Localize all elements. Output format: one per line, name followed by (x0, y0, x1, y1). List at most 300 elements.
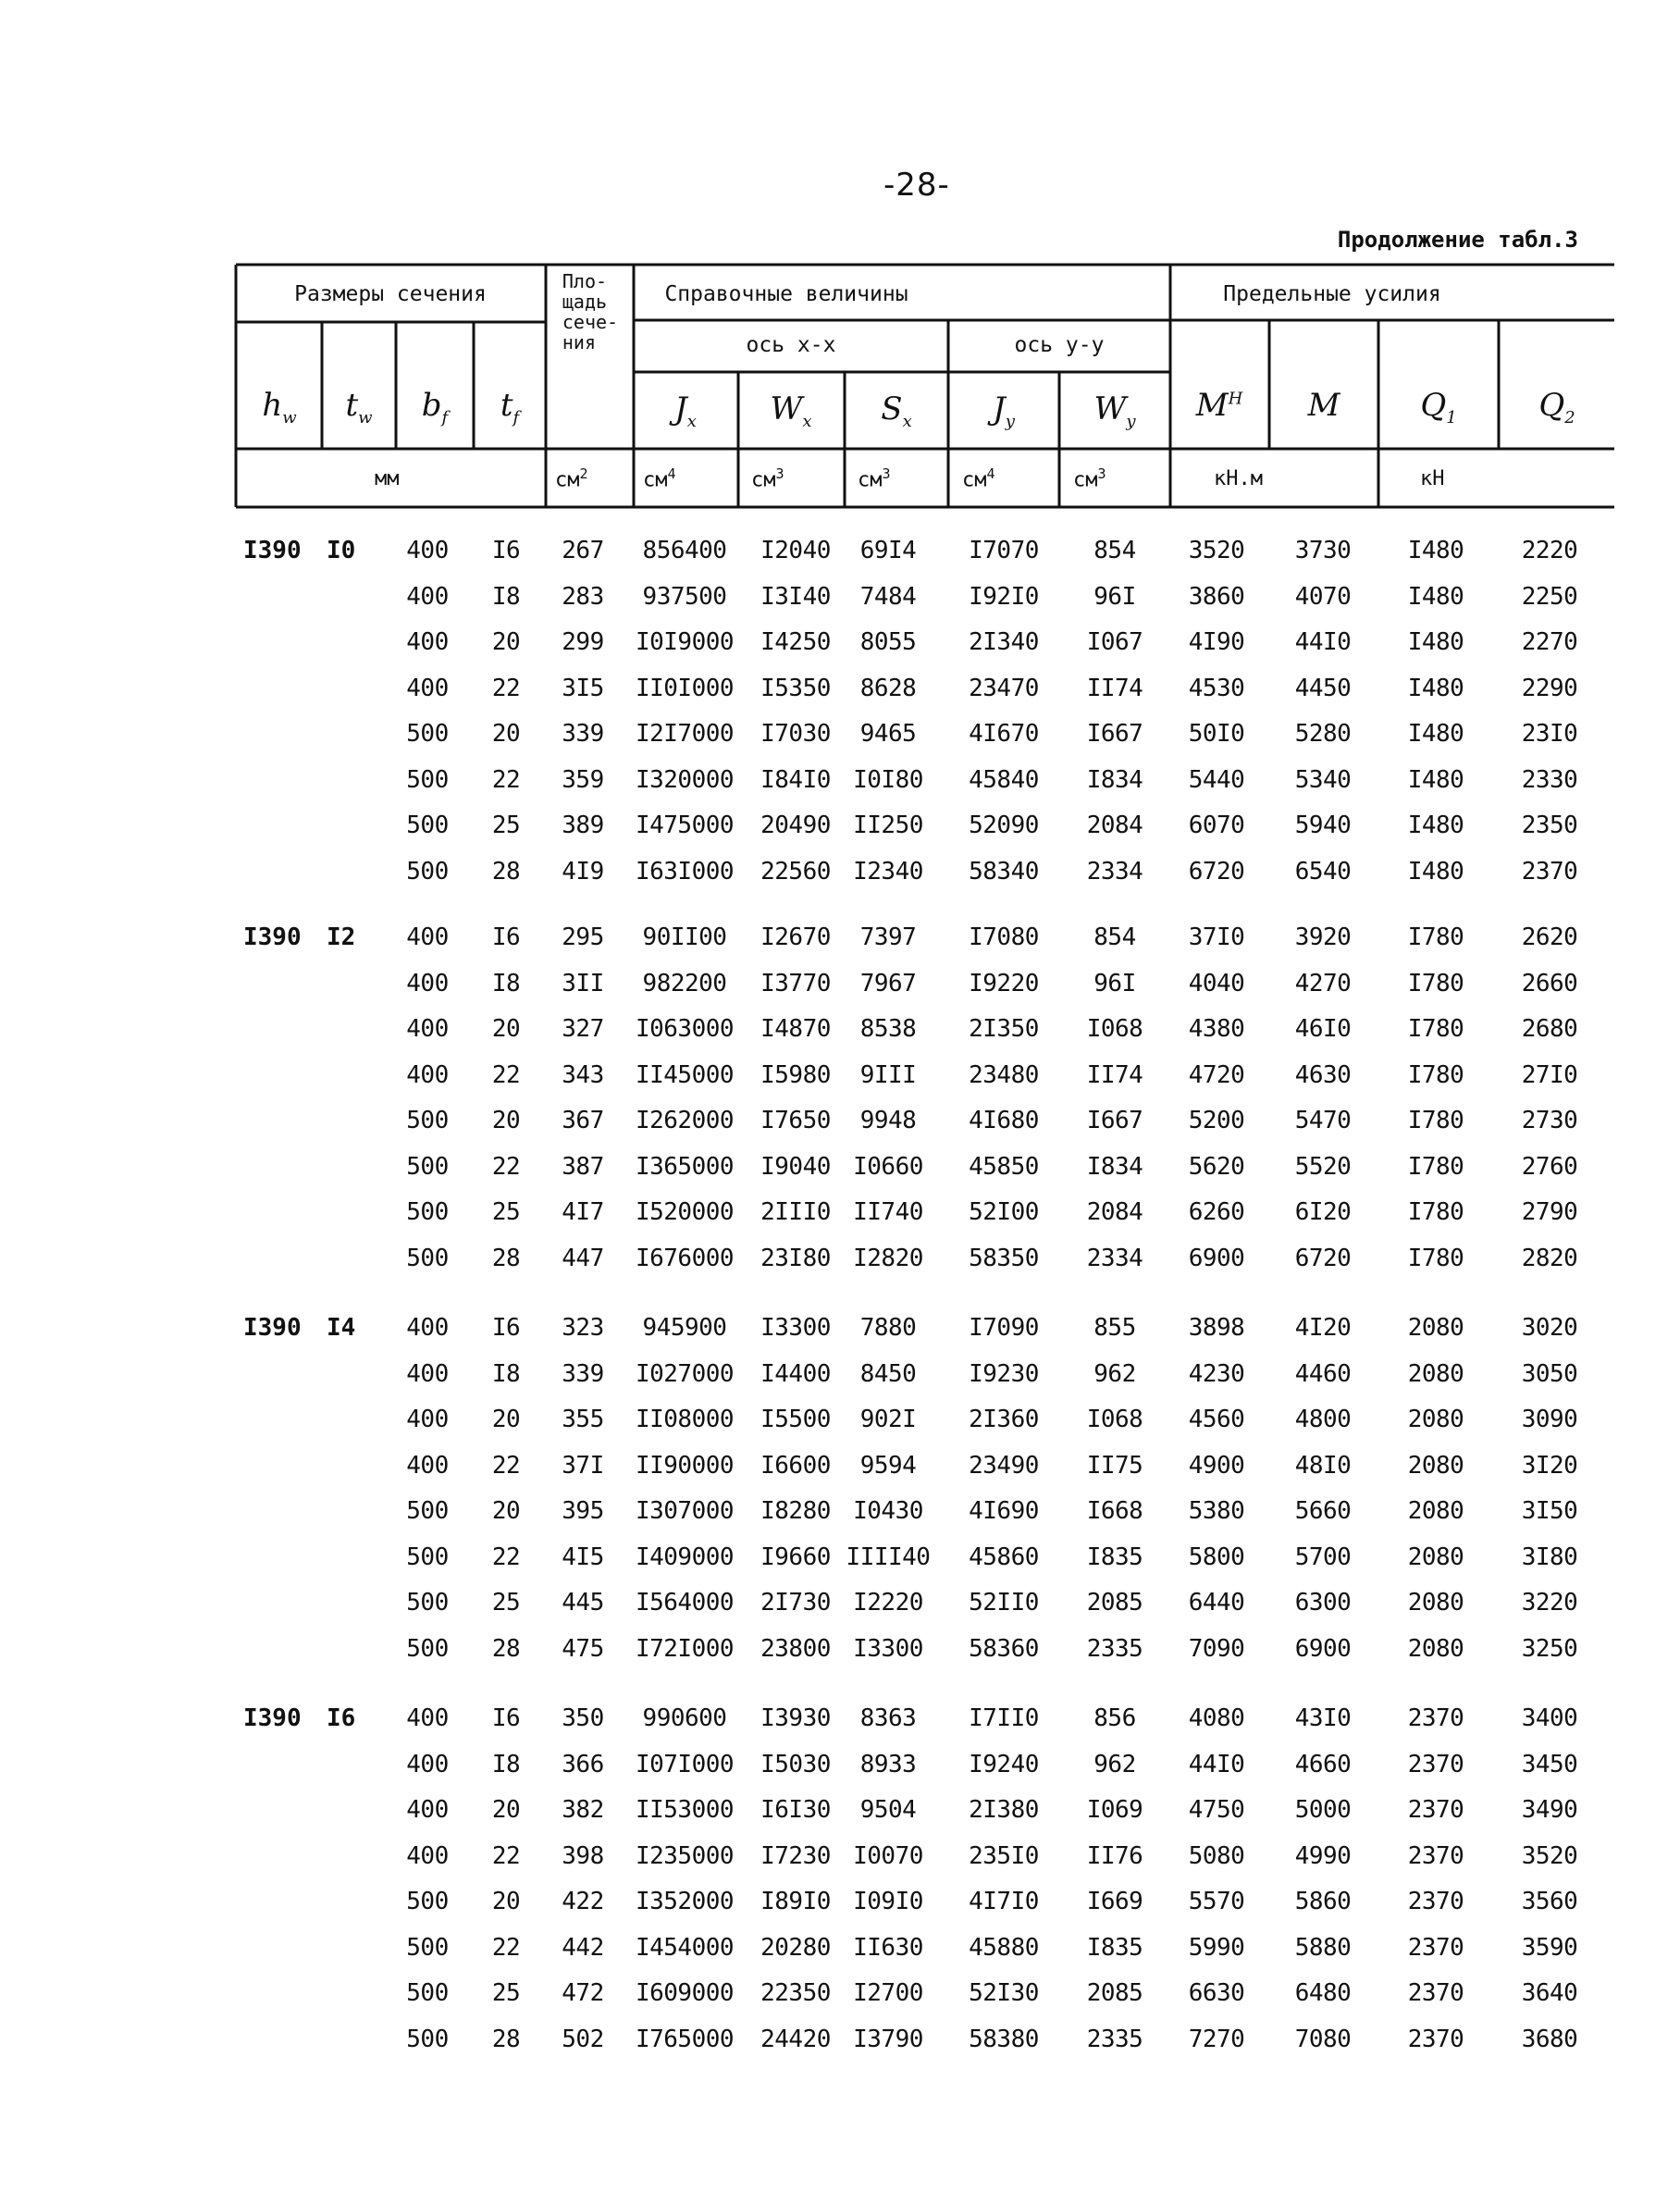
table-cell: I5500 (760, 1406, 831, 1433)
table-cell: 9948 (859, 1107, 917, 1134)
table-cell: I3770 (760, 969, 831, 997)
table-cell: I0070 (853, 1841, 923, 1870)
table-cell: 398 (562, 1841, 604, 1870)
table-cell: 5620 (1188, 1152, 1245, 1181)
table-cell: 28 (491, 2025, 521, 2053)
table-cell: 5860 (1294, 1888, 1352, 1915)
table-cell: 2084 (1086, 812, 1143, 839)
table-cell: 235I0 (969, 1841, 1039, 1870)
table-cell: I780 (1407, 923, 1464, 951)
symbol-q1: $Q_1$ (1420, 387, 1457, 427)
unit-sx: $см^3$ (858, 465, 891, 492)
symbol-jy: $J_y$ (993, 390, 1015, 431)
table-cell: 50I0 (1188, 720, 1245, 748)
table-cell: I9660 (760, 1543, 831, 1571)
table-cell: 22560 (760, 857, 831, 886)
table-cell: 6630 (1188, 1979, 1245, 2007)
table-cell: I068 (1086, 1015, 1143, 1043)
table-cell: II740 (853, 1198, 923, 1226)
table-cell: 500 (406, 812, 449, 839)
table-cell: 2370 (1407, 2025, 1464, 2053)
table-cell: 90II00 (642, 923, 727, 951)
table-cell: 4990 (1294, 1841, 1352, 1870)
table-cell: 4I690 (969, 1497, 1039, 1525)
table-cell: I3930 (760, 1704, 831, 1732)
table-cell: I89I0 (760, 1888, 831, 1915)
table-cell: 22350 (760, 1979, 831, 2007)
table-cell: II08000 (635, 1406, 735, 1433)
table-cell: I480 (1407, 537, 1464, 564)
table-cell: 7880 (859, 1314, 917, 1342)
table-cell: 5520 (1294, 1152, 1352, 1181)
unit-wy: $см^3$ (1073, 465, 1106, 492)
table-cell: I262000 (635, 1107, 735, 1134)
table-cell: 3860 (1188, 582, 1245, 611)
table-cell: 2I350 (969, 1015, 1039, 1043)
table-cell: 350 (562, 1704, 604, 1732)
table-cell: 5470 (1294, 1107, 1352, 1134)
table-cell: 502 (562, 2025, 604, 2053)
page-number: -28- (883, 167, 950, 204)
table-cell: 2080 (1407, 1634, 1464, 1663)
table-cell: 52I30 (969, 1979, 1039, 2007)
table-cell: 367 (562, 1107, 604, 1134)
table-cell: I6 (491, 923, 521, 951)
axis-x-header: ось x-x (746, 333, 836, 357)
table-cell: 7080 (1294, 2025, 1352, 2053)
table-cell: 4I7I0 (969, 1888, 1039, 1915)
table-cell: I7080 (969, 923, 1039, 951)
table-cell: 20 (491, 1796, 521, 1824)
table-cell: I667 (1086, 720, 1143, 748)
table-cell: 22 (491, 1451, 521, 1480)
table-cell: 4720 (1188, 1060, 1245, 1089)
table-cell: 45850 (969, 1152, 1039, 1181)
table-cell: I667 (1086, 1107, 1143, 1134)
continuation-label: Продолжение табл.3 (1337, 227, 1578, 253)
table-cell: 856 (1093, 1704, 1136, 1732)
table-cell: I780 (1407, 1198, 1464, 1226)
table-cell: 343 (562, 1060, 604, 1089)
table-cell: 6260 (1188, 1198, 1245, 1226)
table-cell: 23I0 (1521, 720, 1578, 748)
symbol-tf: $t_f$ (500, 387, 520, 427)
table-cell: 2370 (1407, 1841, 1464, 1870)
table-cell: 9594 (859, 1451, 917, 1480)
table-cell: 4750 (1188, 1796, 1245, 1824)
table-cell: 500 (406, 1979, 449, 2007)
table-cell: 6300 (1294, 1589, 1352, 1617)
table-cell: 44I0 (1294, 628, 1352, 656)
table-cell: I5030 (760, 1750, 831, 1778)
table-cell: 4530 (1188, 674, 1245, 702)
table-cell: 2370 (1521, 857, 1578, 886)
table-cell: I765000 (635, 2025, 735, 2053)
table-cell: I834 (1086, 765, 1143, 794)
table-cell: 5700 (1294, 1543, 1352, 1571)
table-cell: 3400 (1521, 1704, 1578, 1732)
table-cell: 3898 (1188, 1314, 1245, 1342)
table-cell: I07I000 (635, 1750, 735, 1778)
table-cell: I6 (491, 1314, 521, 1342)
table-cell: 472 (562, 1979, 604, 2007)
table-cell: 2080 (1407, 1406, 1464, 1433)
table-cell: 4560 (1188, 1406, 1245, 1433)
table-cell: 8363 (859, 1704, 917, 1732)
table-cell: I480 (1407, 582, 1464, 611)
table-cell: I4870 (760, 1015, 831, 1043)
table-cell: 4080 (1188, 1704, 1245, 1732)
table-cell: I2040 (760, 537, 831, 564)
table-cell: 2084 (1086, 1198, 1143, 1226)
table-cell: 3090 (1521, 1406, 1578, 1433)
table-cell: 2080 (1407, 1451, 1464, 1480)
table-cell: 20 (491, 1497, 521, 1525)
unit-moment: кН.м (1214, 467, 1263, 490)
table-cell: 267 (562, 537, 604, 564)
table-cell: 6070 (1188, 812, 1245, 839)
table-cell: 400 (406, 923, 449, 951)
table-cell: 7484 (859, 582, 917, 611)
table-cell: 8055 (859, 628, 917, 656)
table-cell: 2620 (1521, 923, 1578, 951)
table-cell: 500 (406, 1543, 449, 1571)
table-cell: II74 (1086, 674, 1143, 702)
table-cell: I5350 (760, 674, 831, 702)
table-cell: 25 (491, 812, 521, 839)
table-cell: I834 (1086, 1152, 1143, 1181)
table-cell: 2790 (1521, 1198, 1578, 1226)
table-cell: 3I5 (562, 674, 604, 702)
section-dimensions-header: Размеры сечения (294, 282, 487, 306)
symbol-wx: $W_x$ (770, 390, 812, 431)
group-tw: I4 (327, 1314, 356, 1342)
table-cell: 9465 (859, 720, 917, 748)
table-cell: 48I0 (1294, 1451, 1352, 1480)
table-cell: 25 (491, 1589, 521, 1617)
table-cell: I6 (491, 537, 521, 564)
table-cell: 400 (406, 1841, 449, 1870)
table-cell: 28 (491, 857, 521, 886)
table-cell: 8538 (859, 1015, 917, 1043)
table-cell: 2730 (1521, 1107, 1578, 1134)
table-cell: 52090 (969, 812, 1039, 839)
group-tw: I2 (327, 923, 356, 951)
table-cell: 20 (491, 720, 521, 748)
table-cell: 395 (562, 1497, 604, 1525)
table-cell: 3I80 (1521, 1543, 1578, 1571)
table-cell: 28 (491, 1244, 521, 1272)
table-cell: 366 (562, 1750, 604, 1778)
group-hw: I390 (243, 1314, 302, 1342)
symbol-bf: $b_f$ (421, 387, 449, 427)
table-cell: 7397 (859, 923, 917, 951)
table-cell: 37I (562, 1451, 604, 1480)
table-cell: 20 (491, 1107, 521, 1134)
table-cell: 3I20 (1521, 1451, 1578, 1480)
table-cell: I780 (1407, 1244, 1464, 1272)
table-cell: 9504 (859, 1796, 917, 1824)
table-cell: 500 (406, 1634, 449, 1663)
table-cell: 8933 (859, 1750, 917, 1778)
table-cell: 945900 (642, 1314, 727, 1342)
table-cell: 2080 (1407, 1589, 1464, 1617)
table-cell: 45840 (969, 765, 1039, 794)
table-cell: I9220 (969, 969, 1039, 997)
table-cell: 2370 (1407, 1933, 1464, 1962)
group-hw: I390 (243, 1704, 302, 1732)
table-cell: 96I (1093, 969, 1136, 997)
table-cell: 400 (406, 1796, 449, 1824)
table-cell: 4I5 (562, 1543, 604, 1571)
symbol-hw: $h_w$ (262, 387, 297, 427)
table-cell: 5080 (1188, 1841, 1245, 1870)
table-cell: 27I0 (1521, 1060, 1578, 1089)
table-cell: 4I90 (1188, 628, 1245, 656)
table-cell: II0I000 (635, 674, 735, 702)
table-cell: I8 (491, 582, 521, 611)
table-cell: 854 (1093, 923, 1136, 951)
table-cell: 4900 (1188, 1451, 1245, 1480)
table-cell: 2760 (1521, 1152, 1578, 1181)
table-cell: I9040 (760, 1152, 831, 1181)
table-cell: I235000 (635, 1841, 735, 1870)
table-cell: I063000 (635, 1015, 735, 1043)
table-cell: 3590 (1521, 1933, 1578, 1962)
table-cell: I3790 (853, 2025, 923, 2053)
table-cell: 962 (1093, 1750, 1136, 1778)
symbol-wy: $W_y$ (1093, 390, 1136, 431)
table-cell: I7II0 (969, 1704, 1039, 1732)
table-cell: I365000 (635, 1152, 735, 1181)
table-cell: 2080 (1407, 1543, 1464, 1571)
table-cell: I564000 (635, 1589, 735, 1617)
table-cell: 6720 (1188, 857, 1245, 886)
table-cell: 20490 (760, 812, 831, 839)
table-cell: I669 (1086, 1888, 1143, 1915)
table-cell: 4070 (1294, 582, 1352, 611)
table-cell: 2334 (1086, 1244, 1143, 1272)
table-cell: 2290 (1521, 674, 1578, 702)
reference-values-header: Справочные величины (664, 282, 908, 306)
table-cell: I780 (1407, 1107, 1464, 1134)
table-cell: 982200 (642, 969, 727, 997)
table-cell: 7270 (1188, 2025, 1245, 2053)
table-cell: 7967 (859, 969, 917, 997)
table-cell: 45880 (969, 1933, 1039, 1962)
table-cell: 5000 (1294, 1796, 1352, 1824)
table-cell: I8 (491, 1359, 521, 1388)
table-cell: I454000 (635, 1933, 735, 1962)
table-cell: 4270 (1294, 969, 1352, 997)
table-cell: I475000 (635, 812, 735, 839)
table-cell: 6900 (1294, 1634, 1352, 1663)
area-header: Пло- щадь сече- ния (562, 270, 619, 353)
table-cell: 58340 (969, 857, 1039, 886)
table-cell: I0I80 (853, 765, 923, 794)
table-cell: 2370 (1407, 1888, 1464, 1915)
table-cell: 6I20 (1294, 1198, 1352, 1226)
table-cell: I7070 (969, 537, 1039, 564)
table-cell: 23470 (969, 674, 1039, 702)
table-cell: 2370 (1407, 1704, 1464, 1732)
table-cell: 5440 (1188, 765, 1245, 794)
limit-forces-header: Предельные усилия (1223, 282, 1441, 306)
table-cell: 7090 (1188, 1634, 1245, 1663)
table-cell: 962 (1093, 1359, 1136, 1388)
table-cell: 339 (562, 720, 604, 748)
table-cell: 295 (562, 923, 604, 951)
table-cell: 500 (406, 1244, 449, 1272)
table-cell: I6 (491, 1704, 521, 1732)
table-cell: I307000 (635, 1497, 735, 1525)
table-cell: 58380 (969, 2025, 1039, 2053)
table-cell: I409000 (635, 1543, 735, 1571)
table-cell: 500 (406, 2025, 449, 2053)
table-cell: I480 (1407, 720, 1464, 748)
table-cell: I6I30 (760, 1796, 831, 1824)
symbol-q2: $Q_2$ (1538, 387, 1575, 427)
table-cell: 20 (491, 1015, 521, 1043)
table-cell: 5200 (1188, 1107, 1245, 1134)
unit-mm: мм (375, 467, 400, 490)
table-cell: 355 (562, 1406, 604, 1433)
table-cell: I8 (491, 969, 521, 997)
table-cell: 442 (562, 1933, 604, 1962)
group-hw: I390 (243, 537, 302, 564)
table-cell: 400 (406, 1406, 449, 1433)
table-cell: I668 (1086, 1497, 1143, 1525)
table-cell: 400 (406, 1704, 449, 1732)
table-cell: 20 (491, 1888, 521, 1915)
table-cell: II76 (1086, 1841, 1143, 1870)
symbol-tw: $t_w$ (345, 387, 373, 427)
table-cell: 5570 (1188, 1888, 1245, 1915)
table-cell: I4400 (760, 1359, 831, 1388)
table-cell: 400 (406, 582, 449, 611)
table-cell: 3220 (1521, 1589, 1578, 1617)
table-cell: 500 (406, 1589, 449, 1617)
table-cell: I2220 (853, 1589, 923, 1617)
table-cell: 500 (406, 1933, 449, 1962)
table-cell: 339 (562, 1359, 604, 1388)
table-cell: 400 (406, 1451, 449, 1480)
table-cell: I0660 (853, 1152, 923, 1181)
table-cell: I480 (1407, 812, 1464, 839)
table-cell: I9240 (969, 1750, 1039, 1778)
table-cell: I2820 (853, 1244, 923, 1272)
table-cell: 2335 (1086, 1634, 1143, 1663)
table-cell: 6900 (1188, 1244, 1245, 1272)
table-cell: 400 (406, 1060, 449, 1089)
table-cell: I069 (1086, 1796, 1143, 1824)
table-cell: II250 (853, 812, 923, 839)
table-cell: 447 (562, 1244, 604, 1272)
table-cell: 4I9 (562, 857, 604, 886)
table-cell: II90000 (635, 1451, 735, 1480)
table-cell: I2I7000 (635, 720, 735, 748)
table-cell: 3520 (1521, 1841, 1578, 1870)
table-cell: I7090 (969, 1314, 1039, 1342)
table-cell: 3640 (1521, 1979, 1578, 2007)
table-header-grid (0, 0, 1680, 518)
table-cell: I9230 (969, 1359, 1039, 1388)
table-cell: 3560 (1521, 1888, 1578, 1915)
table-cell: I2340 (853, 857, 923, 886)
unit-jy: $см^4$ (962, 465, 995, 492)
table-cell: 5660 (1294, 1497, 1352, 1525)
table-cell: 2660 (1521, 969, 1578, 997)
table-cell: I352000 (635, 1888, 735, 1915)
table-cell: 4I20 (1294, 1314, 1352, 1342)
table-cell: 22 (491, 1060, 521, 1089)
table-cell: I480 (1407, 765, 1464, 794)
table-cell: 2I340 (969, 628, 1039, 656)
table-cell: 2080 (1407, 1359, 1464, 1388)
table-cell: 3I50 (1521, 1497, 1578, 1525)
table-cell: 2335 (1086, 2025, 1143, 2053)
table-cell: 990600 (642, 1704, 727, 1732)
table-cell: I8280 (760, 1497, 831, 1525)
table-cell: 23800 (760, 1634, 831, 1663)
table-cell: 2I380 (969, 1796, 1039, 1824)
table-cell: I480 (1407, 674, 1464, 702)
table-cell: I0430 (853, 1497, 923, 1525)
table-cell: 8628 (859, 674, 917, 702)
table-cell: 445 (562, 1589, 604, 1617)
table-cell: 854 (1093, 537, 1136, 564)
table-cell: 4630 (1294, 1060, 1352, 1089)
symbol-mh: $M^H$ (1195, 387, 1243, 424)
table-cell: 5280 (1294, 720, 1352, 748)
table-cell: I068 (1086, 1406, 1143, 1433)
table-cell: 2085 (1086, 1979, 1143, 2007)
table-cell: 400 (406, 1750, 449, 1778)
table-cell: 22 (491, 765, 521, 794)
table-cell: 400 (406, 674, 449, 702)
table-cell: 46I0 (1294, 1015, 1352, 1043)
table-cell: 2270 (1521, 628, 1578, 656)
group-hw: I390 (243, 923, 302, 951)
table-cell: 5800 (1188, 1543, 1245, 1571)
table-cell: 3020 (1521, 1314, 1578, 1342)
table-cell: 3450 (1521, 1750, 1578, 1778)
table-cell: 2220 (1521, 537, 1578, 564)
unit-force: кН (1420, 467, 1445, 490)
unit-area: $см^2$ (555, 465, 588, 492)
unit-jx: $см^4$ (643, 465, 676, 492)
table-cell: I3I40 (760, 582, 831, 611)
table-cell: 500 (406, 857, 449, 886)
table-cell: I780 (1407, 1152, 1464, 1181)
table-cell: 2I360 (969, 1406, 1039, 1433)
table-cell: 422 (562, 1888, 604, 1915)
table-cell: 23490 (969, 1451, 1039, 1480)
table-cell: 500 (406, 1107, 449, 1134)
table-cell: 96I (1093, 582, 1136, 611)
table-cell: 5340 (1294, 765, 1352, 794)
table-cell: 500 (406, 720, 449, 748)
table-cell: 8450 (859, 1359, 917, 1388)
table-cell: 43I0 (1294, 1704, 1352, 1732)
table-cell: 3730 (1294, 537, 1352, 564)
symbol-jx: $J_x$ (674, 390, 697, 431)
table-cell: I84I0 (760, 765, 831, 794)
table-cell: 902I (859, 1406, 917, 1433)
table-cell: 2III0 (760, 1198, 831, 1226)
table-cell: 9III (859, 1060, 917, 1089)
table-cell: 2I730 (760, 1589, 831, 1617)
